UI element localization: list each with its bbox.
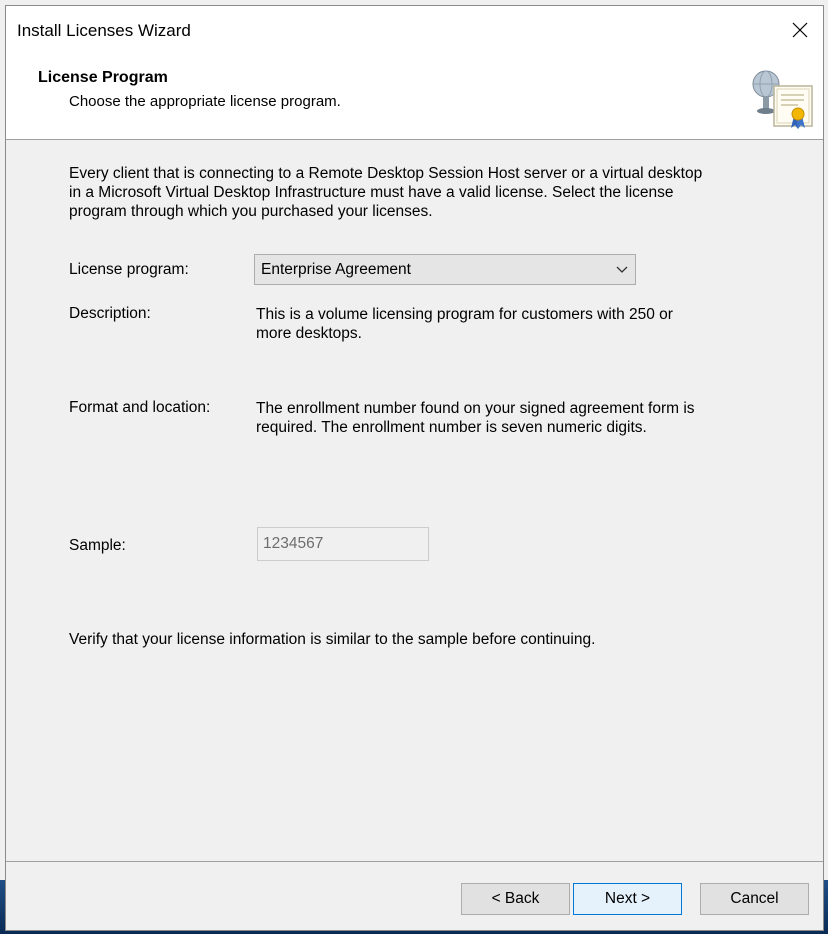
- license-program-label: License program:: [69, 261, 189, 278]
- window-title: Install Licenses Wizard: [17, 21, 191, 40]
- format-text: The enrollment number found on your signed agreement form is required. The enrollment number is seven numeric digits.: [256, 400, 695, 436]
- sample-label: Sample:: [69, 537, 126, 554]
- cancel-button[interactable]: Cancel: [700, 883, 809, 915]
- sample-field: [257, 527, 429, 561]
- format-label: Format and location:: [69, 399, 211, 416]
- description-text: This is a volume licensing program for customers with 250 or more desktops.: [256, 306, 673, 342]
- close-icon: [792, 22, 808, 38]
- license-program-value: Enterprise Agreement: [261, 261, 411, 278]
- license-program-dropdown[interactable]: [254, 254, 636, 285]
- footer-divider: [6, 861, 823, 862]
- chevron-down-icon: [615, 263, 629, 277]
- intro-text: Every client that is connecting to a Remote Desktop Session Host server or a virtual desktop in a Microsoft Virtual Desktop Infrastructure must have a valid license. Select the license program through which you purchased your licenses.: [69, 165, 703, 220]
- page-title: License Program: [38, 69, 168, 86]
- next-button[interactable]: Next >: [573, 883, 682, 915]
- license-certificate-icon: [744, 62, 814, 132]
- wizard-header: [6, 54, 823, 140]
- close-button[interactable]: [777, 6, 823, 54]
- back-button[interactable]: < Back: [461, 883, 570, 915]
- page-subtitle: Choose the appropriate license program.: [69, 93, 341, 110]
- description-label: Description:: [69, 305, 151, 322]
- verify-text: Verify that your license information is similar to the sample before continuing.: [69, 631, 596, 648]
- title-bar[interactable]: [6, 6, 823, 54]
- sample-value: 1234567: [263, 535, 324, 552]
- wizard-window: [5, 5, 824, 931]
